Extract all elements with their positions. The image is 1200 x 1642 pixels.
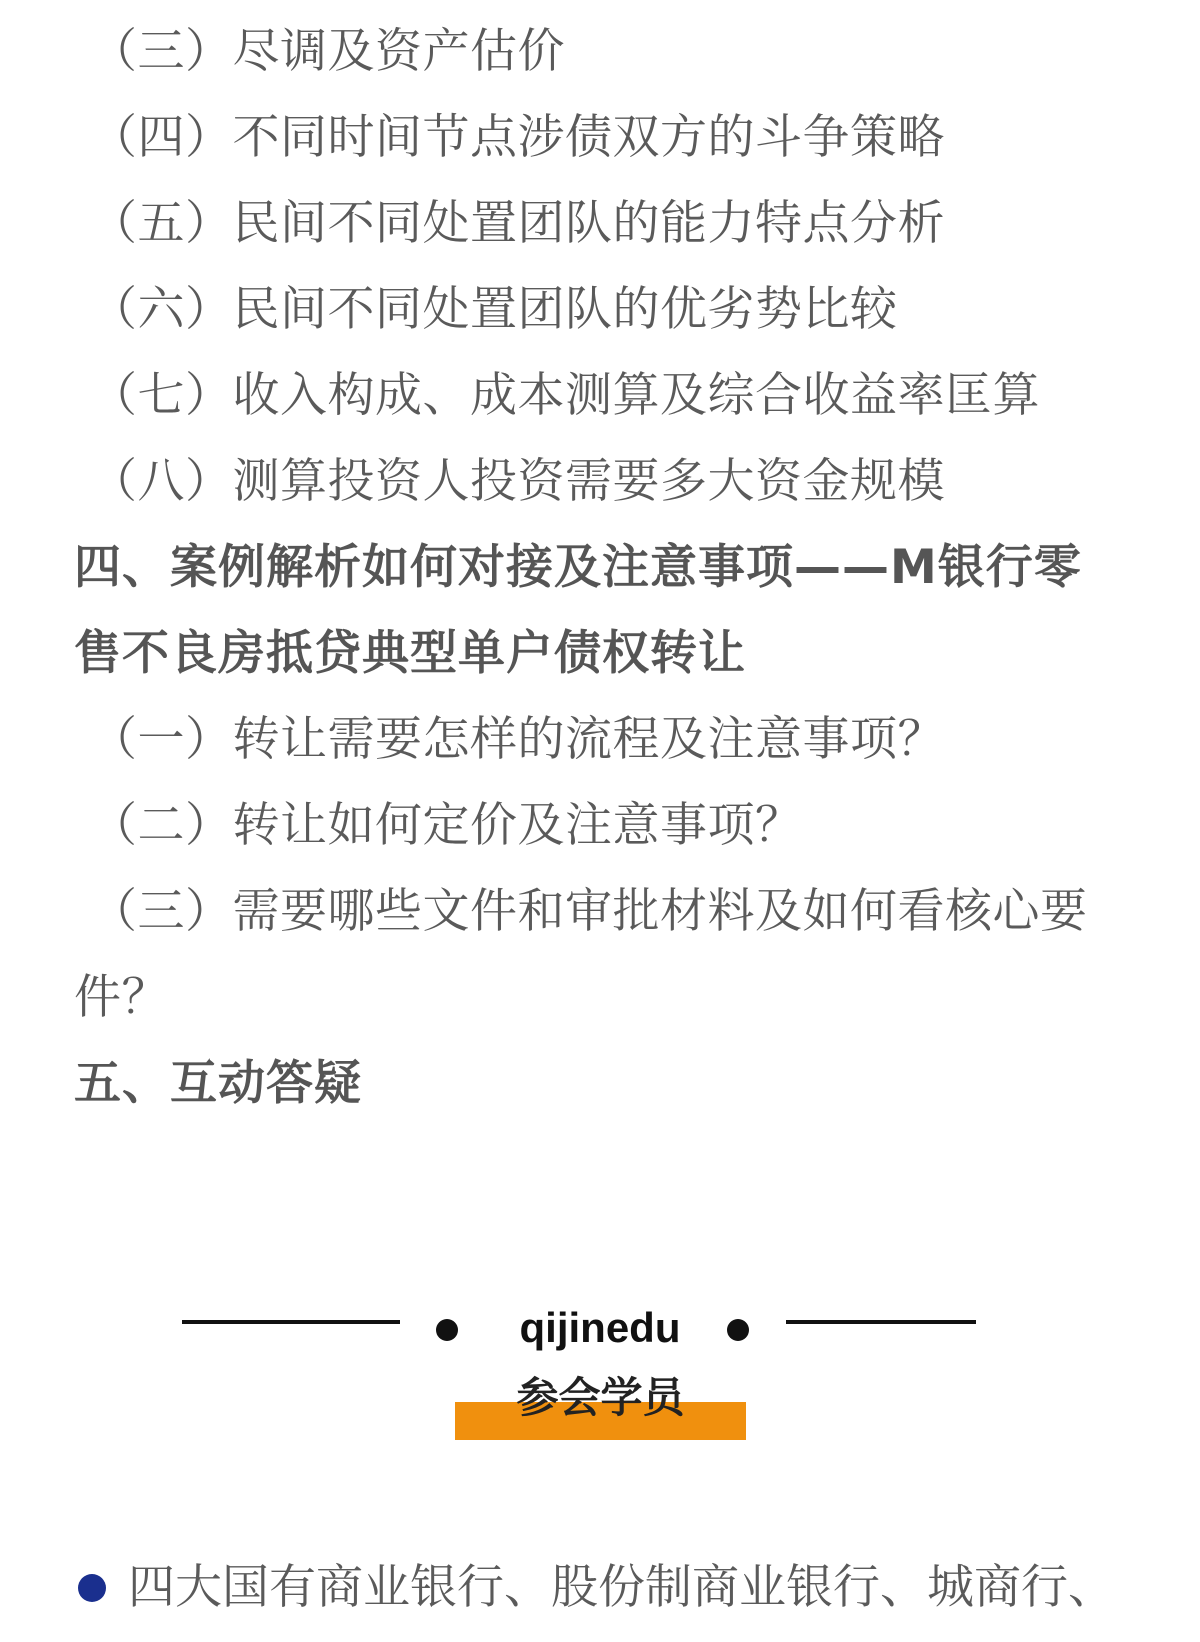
outline-item: （三）需要哪些文件和审批材料及如何看核心要 (90, 884, 1088, 939)
participants-title: 参会学员 (516, 1373, 685, 1422)
outline-item: （六）民间不同处置团队的优劣势比较 (90, 282, 898, 337)
outline-item: （八）测算投资人投资需要多大资金规模 (90, 454, 945, 509)
outline-item-continued: 件？ (74, 970, 169, 1025)
divider-line-right (786, 1320, 976, 1324)
bullet-dot-icon (78, 1574, 106, 1602)
divider-dot-right (727, 1319, 749, 1341)
outline-item: （四）不同时间节点涉债双方的斗争策略 (90, 110, 945, 165)
outline-item: （一）转让需要怎样的流程及注意事项？ (90, 712, 945, 767)
outline-item: （七）收入构成、成本测算及综合收益率匡算 (90, 368, 1040, 423)
brand-label: qijinedu (519, 1304, 681, 1351)
outline-item: （五）民间不同处置团队的能力特点分析 (90, 196, 945, 251)
outline-item: （三）尽调及资产估价 (90, 24, 565, 79)
participants-list-item: 四大国有商业银行、股份制商业银行、城商行、 (128, 1560, 1115, 1615)
section-heading-continued: 售不良房抵贷典型单户债权转让 (74, 626, 746, 681)
section-heading: 四、案例解析如何对接及注意事项——M银行零 (74, 540, 1082, 595)
divider-line-left (182, 1320, 400, 1324)
section-heading: 五、互动答疑 (74, 1056, 362, 1111)
outline-item: （二）转让如何定价及注意事项？ (90, 798, 803, 853)
